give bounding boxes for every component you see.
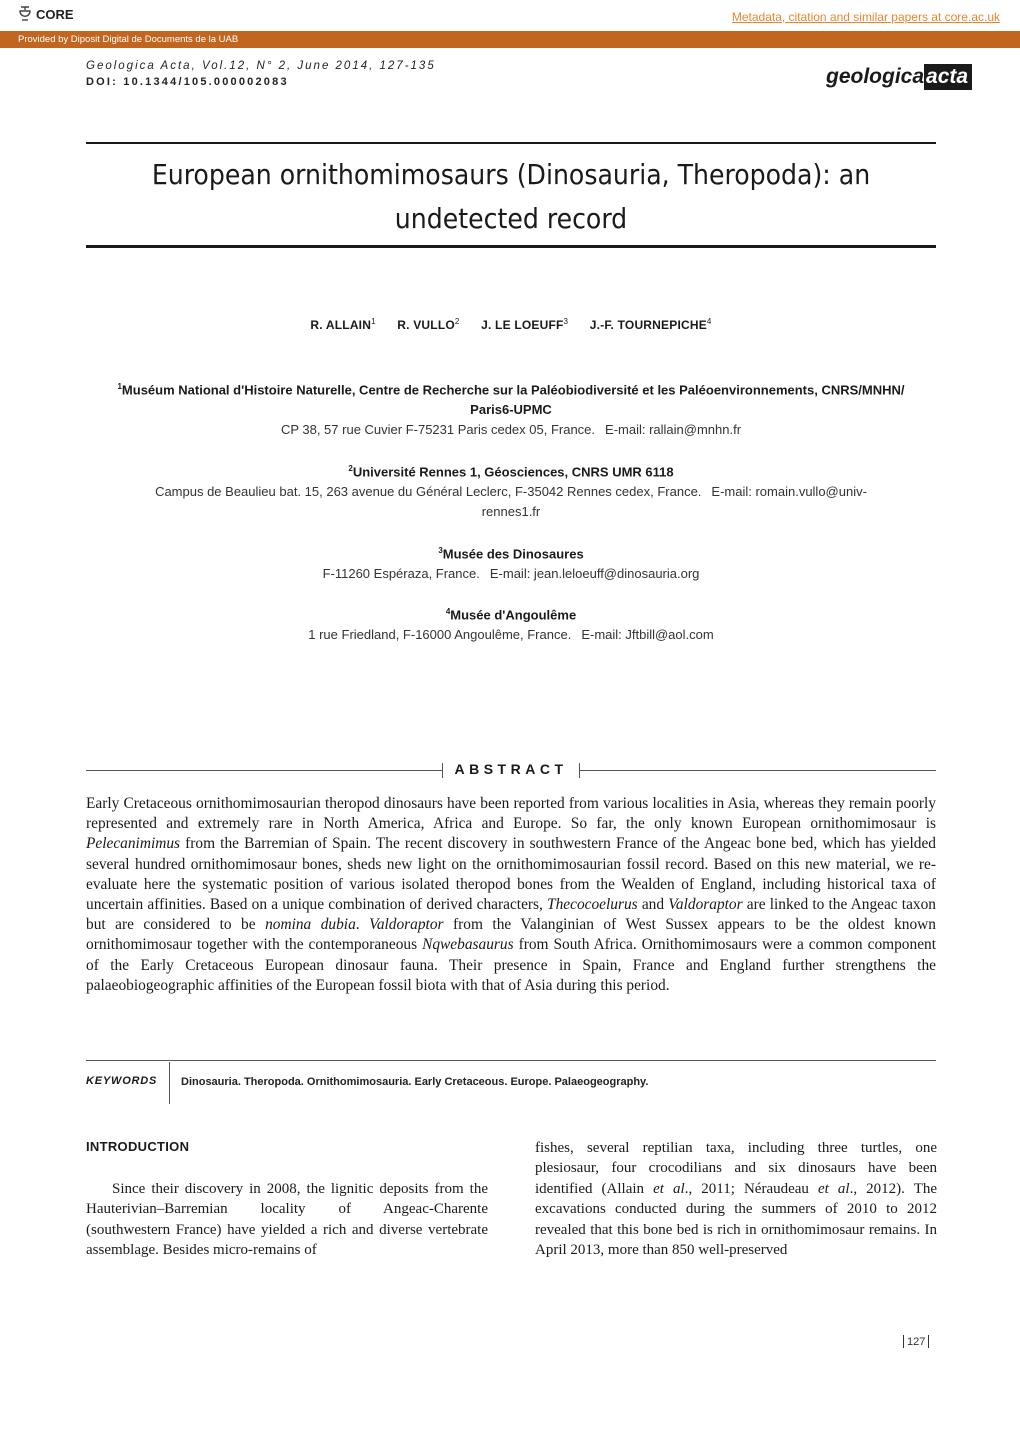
abstract-rule-left — [86, 770, 442, 771]
keywords-label: KEYWORDS — [86, 1075, 158, 1087]
core-logo-text: CORE — [36, 6, 74, 22]
affiliation-1: $^1$Muséum National d'Histoire Naturelle, Centre de Recherche sur la Paléobiodiversité et les Paléoenvironnements, CNRS/MNHN/ Paris6-UPMC CP 38, 57 rue Cuvier F-75231 Paris cedex 05, France. E-mail: rallain@mnhn.fr — [117, 382, 905, 438]
author: J. LE LOEUFF$^3$ — [481, 317, 569, 332]
journal-logo-acta: acta — [924, 64, 972, 90]
abstract-rule-right — [580, 770, 936, 771]
title-top-rule — [86, 142, 936, 144]
affiliation-2: $^2$Université Rennes 1, Géosciences, CNRS UMR 6118 Campus de Beaulieu bat. 15, 263 avenue du Général Leclerc, F-35042 Rennes cedex, France. E-mail: romain.vullo@univ- rennes1.fr — [155, 464, 867, 520]
abstract-tick-left — [442, 763, 443, 778]
journal-logo — [826, 64, 972, 90]
article-title — [86, 153, 936, 241]
keywords-divider — [169, 1062, 170, 1104]
title-line-1: European ornithomimosaurs (Dinosauria, Theropoda): an — [151, 158, 871, 191]
core-metadata-link[interactable]: Metadata, citation and similar papers at core.ac.uk — [731, 10, 1000, 24]
introduction-column-right: fishes, several reptilian taxa, including three turtles, one plesiosaur, four crocodilians and six dinosaurs have been identified (Allain et al., 2011; Néraudeau et al., 2012). The excavations conducted during the summers of 2010 to 2012 revealed that this bone bed is rich in ornithomimosaur remains. In April 2013, more than 850 well-preserved — [535, 1140, 938, 1259]
introduction-heading: INTRODUCTION — [86, 1139, 190, 1154]
provided-by-banner: Provided by Diposit Digital de Documents de la UAB — [0, 31, 1020, 48]
keywords-text: Dinosauria. Theropoda. Ornithomimosauria. Early Cretaceous. Europe. Palaeogeography. — [181, 1076, 649, 1088]
title-line-2: undetected record — [394, 202, 628, 235]
journal-logo-geologica: geologica — [826, 65, 925, 88]
author: R. VULLO$^2$ — [397, 317, 460, 332]
title-bottom-rule — [86, 245, 936, 248]
author: J.-F. TOURNEPICHE$^4$ — [589, 317, 712, 332]
author-list — [86, 317, 936, 332]
keywords-rule — [86, 1060, 936, 1061]
doi: DOI: 10.1344/105.000002083 — [86, 76, 289, 88]
affiliation-3: $^3$Musée des Dinosaures F-11260 Espéraza, France. E-mail: jean.leloeuff@dinosauria.org — [322, 546, 700, 582]
abstract-heading: ABSTRACT — [454, 761, 568, 777]
page-number: 127 — [903, 1335, 929, 1348]
abstract-text: Early Cretaceous ornithomimosaurian theropod dinosaurs have been reported from various localities in Asia, whereas they remain poorly represented and extremely rare in North America, Africa and Europe. So far, the only known European ornithomimosaur is Pelecanimimus from the Barremian of Spain. The recent discovery in southwestern France of the Angeac bone bed, which has yielded several hundred ornithomimosaur bones, sheds new light on the ornithomimosaurian fossil record. Based on this new material, we re-evaluate here the systematic position of various isolated theropod bones from the Wealden of England, including historical taxa of uncertain affinities. Based on a unique combination of derived characters, Thecocoelurus and Valdoraptor are linked to the Angeac taxon but are considered to be nomina dubia. Valdoraptor from the Valanginian of West Sussex appears to be the oldest known ornithomimosaur together with the contemporaneous Nqwebasaurus from South Africa. Ornithomimosaurs were a common component of the Early Cretaceous European dinosaur fauna. Their presence in Spain, France and England further strengthens the palaeobiogeographic affinities of the European fossil biota with that of Asia during this period. — [86, 795, 936, 994]
core-logo-icon — [18, 6, 32, 22]
core-logo[interactable] — [18, 6, 74, 22]
author: R. ALLAIN$^1$ — [310, 317, 376, 332]
affiliation-4: $^4$Musée d'Angoulême 1 rue Friedland, F-16000 Angoulême, France. E-mail: Jftbill@aol.com — [308, 607, 714, 643]
introduction-column-left: Since their discovery in 2008, the lignitic deposits from the Hauterivian–Barremian locality of Angeac-Charente (southwestern France) have yielded a rich and diverse vertebrate assemblage. Besides micro-remains of — [86, 1181, 488, 1259]
journal-citation: Geologica Acta, Vol.12, N° 2, June 2014, 127-135 — [86, 60, 436, 72]
